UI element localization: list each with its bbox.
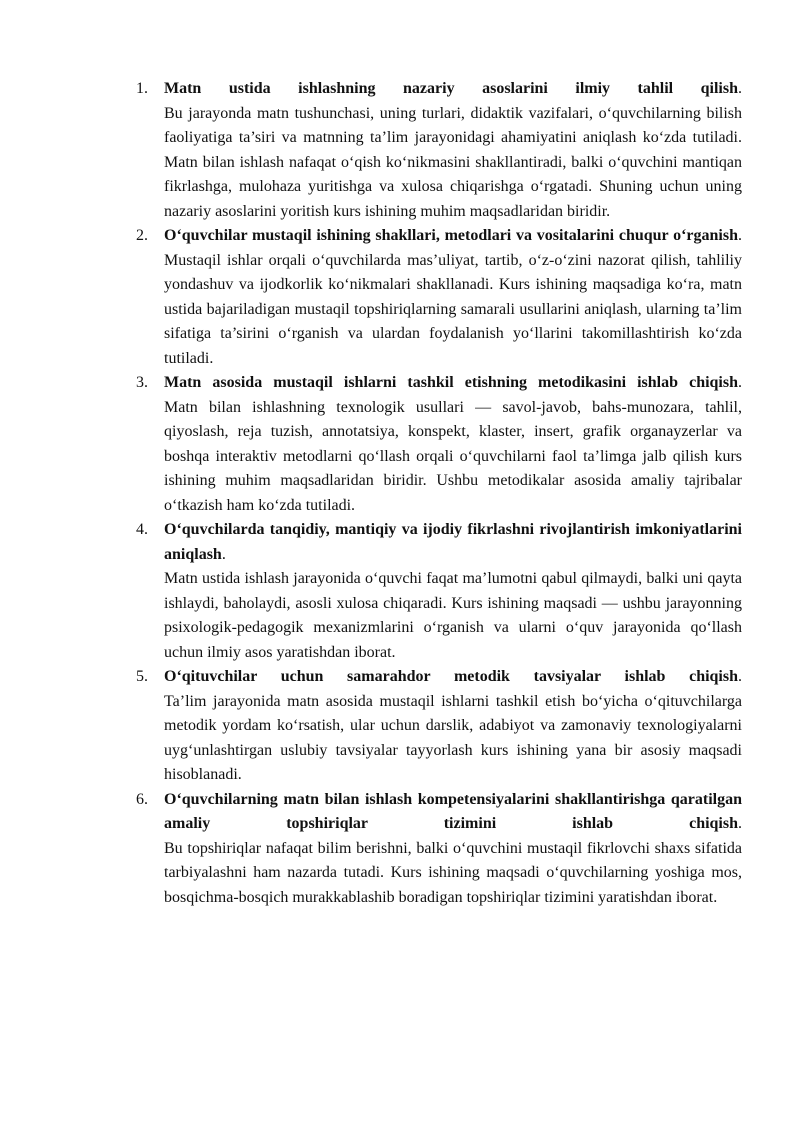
item-number: 5. xyxy=(136,668,148,685)
list-item xyxy=(0,224,742,371)
item-body: Bu jarayonda matn tushunchasi, uning turlari, didaktik vazifalari, o‘quvchilarning bilish faoliyatiga ta’siri va matnning ta’lim jarayonidagi ahamiyatini aniqlash ko‘zda tutiladi. Matn bilan ishlash nafaqat o‘qish ko‘nikmasini shakllantiradi, balki o‘quvchini mantiqan fikrlashga, mulohaza yuritishga va xulosa chiqarishga o‘rgatadi. Shuning uchun uning nazariy asoslarini yoritish kurs ishining muhim maqsadlaridan biridir. xyxy=(164,104,742,220)
numbered-list xyxy=(0,77,742,910)
item-title: O‘quvchilarning matn bilan ishlash kompetensiyalarini shakllantirishga qaratilgan amaliy topshiriqlar tizimini ishlab chiqish xyxy=(164,790,742,832)
item-number: 4. xyxy=(136,521,148,538)
item-heading: O‘qituvchilar uchun samarahdor metodik tavsiyalar ishlab chiqish. xyxy=(164,668,742,685)
item-body: Mustaqil ishlar orqali o‘quvchilarda mas’uliyat, tartib, o‘z-o‘zini nazorat qilish, tahliliy yondashuv va ijodkorlik ko‘nikmalari shakllanadi. Kurs ishining maqsadiga ko‘ra, matn ustida bajariladigan mustaqil topshiriqlarning samarali usullarini aniqlash, ularning ta’lim sifatiga ta’sirini o‘rganish va ulardan foydalanish yo‘llarini takomillashtirish ko‘zda tutiladi. xyxy=(164,251,742,367)
item-heading: Matn ustida ishlashning nazariy asoslarini ilmiy tahlil qilish. xyxy=(164,80,742,97)
item-heading: O‘quvchilarda tanqidiy, mantiqiy va ijodiy fikrlashni rivojlantirish imkoniyatlarini aniqlash. xyxy=(164,521,742,563)
item-heading: Matn asosida mustaqil ishlarni tashkil etishning metodikasini ishlab chiqish. xyxy=(164,374,742,391)
item-number: 6. xyxy=(136,790,148,808)
item-body: Bu topshiriqlar nafaqat bilim berishni, balki o‘quvchini mustaqil fikrlovchi shaxs sifatida tarbiyalashni ham nazarda tutadi. Kurs ishining maqsadi o‘quvchilarning yoshiga mos, bosqichma-bosqich murakkablashib boradigan topshiriqlar tizimini yaratishdan iborat. xyxy=(164,839,742,906)
item-title: O‘qituvchilar uchun samarahdor metodik tavsiyalar ishlab chiqish xyxy=(164,668,738,685)
item-title: Matn ustida ishlashning nazariy asoslarini ilmiy tahlil qilish xyxy=(164,80,738,97)
list-item xyxy=(0,518,742,665)
list-item xyxy=(0,371,742,518)
item-body: Matn ustida ishlash jarayonida o‘quvchi faqat ma’lumotni qabul qilmaydi, balki uni qayta ishlaydi, baholaydi, asosli xulosa chiqaradi. Kurs ishining maqsadi — ushbu jarayonning psixologik-pedagogik mexanizmlarini o‘rganish va ularni o‘quv jarayonida qo‘llash uchun ilmiy asos yaratishdan iborat. xyxy=(164,570,742,661)
item-title: Matn asosida mustaqil ishlarni tashkil etishning metodikasini ishlab chiqish xyxy=(164,374,738,391)
item-number: 3. xyxy=(136,374,148,391)
list-item xyxy=(0,788,742,911)
item-title: O‘quvchilarda tanqidiy, mantiqiy va ijodiy fikrlashni rivojlantirish imkoniyatlarini aniqlash xyxy=(164,521,742,563)
list-item xyxy=(0,77,742,224)
item-title: O‘quvchilar mustaqil ishining shakllari, metodlari va vositalarini chuqur o‘rganish xyxy=(164,227,738,244)
item-heading: O‘quvchilar mustaqil ishining shakllari, metodlari va vositalarini chuqur o‘rganish. xyxy=(164,227,742,244)
item-body: Matn bilan ishlashning texnologik usullari — savol-javob, bahs-munozara, tahlil, qiyoslash, reja tuzish, annotatsiya, konspekt, klaster, insert, grafik organayzerlar va boshqa interaktiv metodlarni qo‘llash orqali o‘quvchilarni faol ta’limga jalb qilish kurs ishining muhim maqsadlaridan biridir. Ushbu metodikalar asosida amaliy tajribalar o‘tkazish ham ko‘zda tutiladi. xyxy=(164,398,742,514)
item-heading: O‘quvchilarning matn bilan ishlash kompetensiyalarini shakllantirishga qaratilgan amaliy topshiriqlar tizimini ishlab chiqish. xyxy=(164,790,742,832)
item-number: 1. xyxy=(136,80,148,97)
item-number: 2. xyxy=(136,227,148,244)
list-item xyxy=(0,665,742,788)
item-body: Ta’lim jarayonida matn asosida mustaqil ishlarni tashkil etish bo‘yicha o‘qituvchilarga metodik yordam ko‘rsatish, ular uchun darslik, adabiyot va zamonaviy texnologiyalarni uyg‘unlashtirgan uslubiy tavsiyalar tayyorlash kurs ishining yana bir asosiy maqsadi hisoblanadi. xyxy=(164,692,742,783)
